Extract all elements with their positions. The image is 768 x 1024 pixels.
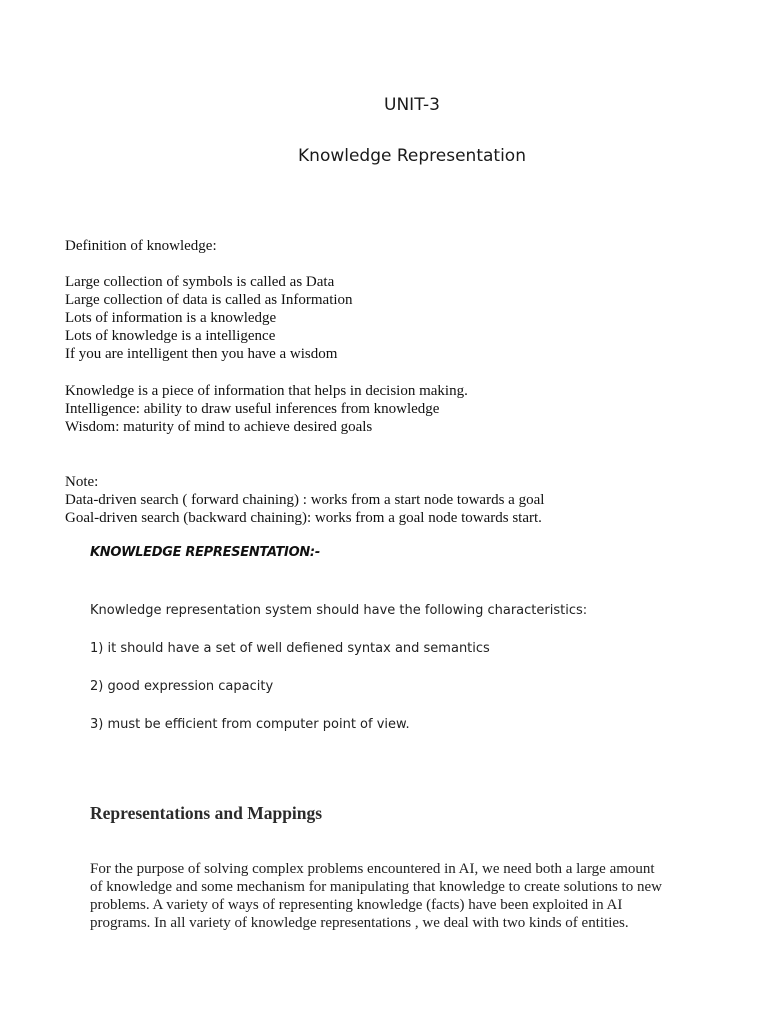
kr-item: 2) good expression capacity	[90, 679, 274, 694]
explanation-line: Wisdom: maturity of mind to achieve desired goals	[65, 419, 373, 435]
paragraph-line: programs. In all variety of knowledge representations , we deal with two kinds of entities.	[90, 915, 629, 931]
definition-line: Lots of knowledge is a intelligence	[65, 328, 276, 344]
explanation-line: Knowledge is a piece of information that helps in decision making.	[65, 383, 468, 399]
definition-line: Large collection of symbols is called as Data	[65, 274, 335, 290]
note-label: Note:	[65, 474, 99, 490]
kr-item: 3) must be efficient from computer point of view.	[90, 717, 410, 732]
definition-line: Lots of information is a knowledge	[65, 310, 277, 326]
spacer	[65, 255, 725, 273]
definition-line: Large collection of data is called as Information	[65, 292, 353, 308]
note-line: Goal-driven search (backward chaining): works from a goal node towards start.	[65, 510, 542, 526]
explanations-section	[65, 382, 725, 436]
definition-line: If you are intelligent then you have a wisdom	[65, 346, 338, 362]
paragraph-line: For the purpose of solving complex problems encountered in AI, we need both a large amount	[90, 861, 655, 877]
explanation-line: Intelligence: ability to draw useful inferences from knowledge	[65, 401, 440, 417]
mappings-paragraph	[90, 860, 680, 932]
unit-title: UNIT-3	[384, 95, 440, 115]
kr-item: 1) it should have a set of well defiened syntax and semantics	[90, 641, 490, 656]
kr-heading: KNOWLEDGE REPRESENTATION:-	[90, 545, 320, 560]
section-heading: Representations and Mappings	[90, 803, 323, 823]
paragraph-line: of knowledge and some mechanism for manipulating that knowledge to create solutions to new	[90, 879, 662, 895]
paragraph-line: problems. A variety of ways of representing knowledge (facts) have been exploited in AI	[90, 897, 623, 913]
definition-section	[65, 237, 725, 363]
note-line: Data-driven search ( forward chaining) : works from a start node towards a goal	[65, 492, 545, 508]
note-section	[65, 473, 725, 527]
page-title: Knowledge Representation	[298, 146, 526, 166]
definition-heading: Definition of knowledge:	[65, 238, 217, 254]
kr-intro: Knowledge representation system should have the following characteristics:	[90, 603, 588, 618]
